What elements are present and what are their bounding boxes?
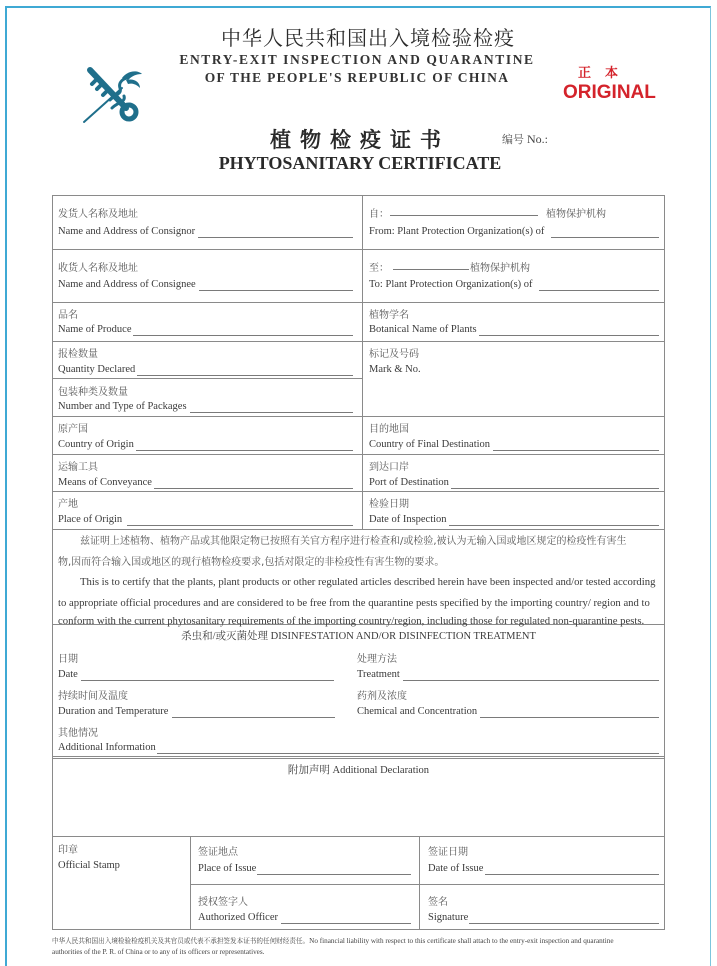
from-org-cn-field[interactable]: [390, 215, 538, 216]
duration-label-cn: 持续时间及温度: [58, 691, 128, 702]
certification-cn-line1: 兹证明上述植物、植物产品或其他限定物已按照有关官方程序进行检查和/或检验,被认为无输入国或地区规定的检疫性有害生: [80, 536, 627, 547]
additional-info-field[interactable]: [157, 753, 659, 754]
row-divider: [52, 836, 665, 837]
produce-field[interactable]: [133, 335, 353, 336]
consignee-field[interactable]: [199, 290, 353, 291]
certificate-number[interactable]: [502, 131, 548, 147]
official-stamp-area[interactable]: [56, 876, 186, 926]
destination-country-label-en: Country of Final Destination: [369, 439, 491, 450]
quantity-field[interactable]: [137, 375, 353, 376]
certificate-number-label-en: No.:: [527, 132, 548, 146]
org-name-en-line2: OF THE PEOPLE'S REPUBLIC OF CHINA: [204, 70, 510, 85]
place-of-issue-field[interactable]: [257, 874, 411, 875]
treatment-method-field[interactable]: [403, 680, 659, 681]
treatment-date-label-cn: 日期: [58, 654, 78, 665]
conveyance-field[interactable]: [154, 488, 353, 489]
signature-label-en: Signature: [428, 912, 469, 923]
packages-label-en: Number and Type of Packages: [58, 401, 187, 412]
duration-label-en: Duration and Temperature: [58, 706, 169, 717]
port-field[interactable]: [451, 488, 659, 489]
document-title-cn: 植物检疫证书: [270, 128, 450, 152]
place-origin-label-cn: 产地: [58, 499, 78, 510]
column-divider: [190, 836, 191, 930]
row-divider: [52, 758, 665, 759]
from-org-label-en: From: Plant Protection Organization(s) of: [369, 226, 545, 237]
port-label-en: Port of Destination: [369, 477, 449, 488]
consignor-field[interactable]: [198, 237, 353, 238]
column-divider: [419, 836, 420, 930]
from-org-prefix-cn: 自：: [369, 209, 389, 220]
mark-label-en: Mark & No.: [369, 364, 421, 375]
place-origin-label-en: Place of Origin: [58, 514, 123, 525]
official-stamp-label-cn: 印章: [58, 845, 78, 856]
treatment-heading: [52, 628, 665, 643]
botanical-label-en: Botanical Name of Plants: [369, 324, 477, 335]
row-divider: [52, 302, 665, 303]
chemical-label-cn: 药剂及浓度: [357, 691, 407, 702]
consignee-label-cn: 收货人名称及地址: [58, 263, 138, 274]
certification-text-cn: [58, 531, 661, 552]
to-org-field[interactable]: [539, 290, 659, 291]
certification-en-line1: This is to certify that the plants, plant products or other regulated articles described herein have been inspected and/or tested according: [80, 576, 656, 588]
row-divider: [52, 529, 665, 530]
document-title-en: PHYTOSANITARY CERTIFICATE: [218, 153, 502, 173]
origin-country-label-en: Country of Origin: [58, 439, 134, 450]
official-stamp-label-en: Official Stamp: [58, 860, 120, 871]
certification-en-line3: conform with the current phytosanitary requirements of the importing country/region, including those for regulated non-quarantine pests.: [58, 615, 645, 627]
treatment-date-label-en: Date: [58, 669, 78, 680]
quantity-label-en: Quantity Declared: [58, 364, 136, 375]
disclaimer-en-line2: authorities of the P. R. of China or to any of its officers or representatives.: [52, 948, 265, 956]
destination-country-label-cn: 目的地国: [369, 424, 409, 435]
row-divider: [52, 756, 665, 757]
liability-disclaimer: [52, 936, 672, 958]
duration-field[interactable]: [172, 717, 335, 718]
place-of-issue-label-en: Place of Issue: [198, 863, 257, 874]
conveyance-label-en: Means of Conveyance: [58, 477, 152, 488]
inspection-date-field[interactable]: [449, 525, 659, 526]
from-org-suffix-cn: 植物保护机构: [546, 209, 606, 220]
signature-label-cn: 签名: [428, 897, 448, 908]
produce-label-en: Name of Produce: [58, 324, 132, 335]
conveyance-label-cn: 运输工具: [58, 462, 98, 473]
certification-text-cn-2: [58, 552, 661, 573]
to-org-label-en: To: Plant Protection Organization(s) of: [369, 279, 533, 290]
quantity-label-cn: 报检数量: [58, 349, 98, 360]
certification-cn-line2: 物,因而符合输入国或地区的现行植物检疫要求,包括对限定的非检疫性有害生物的要求。: [58, 557, 445, 568]
treatment-method-label-cn: 处理方法: [357, 654, 397, 665]
origin-country-label-cn: 原产国: [58, 424, 88, 435]
additional-declaration-field[interactable]: [58, 780, 658, 832]
additional-declaration-heading: 附加声明 Additional Declaration: [287, 765, 430, 776]
org-name-cn: 中华人民共和国出入境检验检疫: [221, 26, 515, 50]
authorized-officer-label-en: Authorized Officer: [198, 912, 278, 923]
consignor-label-cn: 发货人名称及地址: [58, 209, 138, 220]
inspection-date-label-en: Date of Inspection: [369, 514, 447, 525]
mark-label-cn: 标记及号码: [369, 349, 419, 360]
treatment-date-field[interactable]: [81, 680, 334, 681]
place-of-issue-label-cn: 签证地点: [198, 847, 238, 858]
row-divider: [52, 249, 665, 250]
date-of-issue-label-en: Date of Issue: [428, 863, 484, 874]
from-org-field[interactable]: [551, 237, 659, 238]
port-label-cn: 到达口岸: [369, 462, 409, 473]
disclaimer-en-line1: No financial liability with respect to this certificate shall attach to the entry-exit inspection and quarantine: [309, 937, 614, 945]
botanical-label-cn: 植物学名: [369, 310, 409, 321]
date-of-issue-label-cn: 签证日期: [428, 847, 468, 858]
place-origin-field[interactable]: [127, 525, 353, 526]
additional-info-label-en: Additional Information: [58, 742, 156, 753]
botanical-field[interactable]: [479, 335, 659, 336]
treatment-heading-text: 杀虫和/或灭菌处理 DISINFESTATION AND/OR DISINFECTION TREATMENT: [181, 631, 536, 642]
org-name-en-line1: ENTRY-EXIT INSPECTION AND QUARANTINE: [179, 52, 535, 67]
original-stamp-cn: 正本: [578, 66, 633, 81]
row-divider: [190, 884, 665, 885]
destination-country-field[interactable]: [493, 450, 659, 451]
inspection-date-label-cn: 检验日期: [369, 499, 409, 510]
origin-country-field[interactable]: [136, 450, 353, 451]
key-caduceus-emblem-icon: [82, 66, 144, 126]
original-stamp-en: ORIGINAL: [563, 82, 656, 103]
authorized-officer-label-cn: 授权签字人: [198, 897, 248, 908]
produce-label-cn: 品名: [58, 310, 78, 321]
to-org-suffix-cn: 植物保护机构: [470, 263, 530, 274]
authorized-officer-field[interactable]: [281, 923, 411, 924]
signature-field[interactable]: [469, 923, 659, 924]
row-divider: [52, 378, 362, 379]
to-org-prefix-cn: 至：: [369, 263, 389, 274]
consignee-label-en: Name and Address of Consignee: [58, 279, 196, 290]
chemical-label-en: Chemical and Concentration: [357, 706, 478, 717]
date-of-issue-field[interactable]: [485, 874, 659, 875]
consignor-label-en: Name and Address of Consignor: [58, 226, 196, 237]
treatment-method-label-en: Treatment: [357, 669, 400, 680]
to-org-cn-field[interactable]: [393, 269, 469, 270]
packages-label-cn: 包装种类及数量: [58, 387, 128, 398]
disclaimer-cn: 中华人民共和国出入境检验检疫机关及其官员或代表不承担签发本证书的任何财经责任。: [52, 937, 310, 945]
row-divider: [52, 416, 665, 417]
column-divider: [362, 195, 363, 529]
additional-info-label-cn: 其他情况: [58, 728, 98, 739]
row-divider: [52, 454, 665, 455]
certificate-number-label-cn: 编号: [502, 133, 524, 146]
row-divider: [52, 341, 665, 342]
certification-en-line2: to appropriate official procedures and are considered to be free from the quarantine pests specified by the importing country/ region and to: [58, 597, 650, 609]
chemical-field[interactable]: [480, 717, 659, 718]
row-divider: [52, 491, 665, 492]
packages-field[interactable]: [190, 412, 353, 413]
